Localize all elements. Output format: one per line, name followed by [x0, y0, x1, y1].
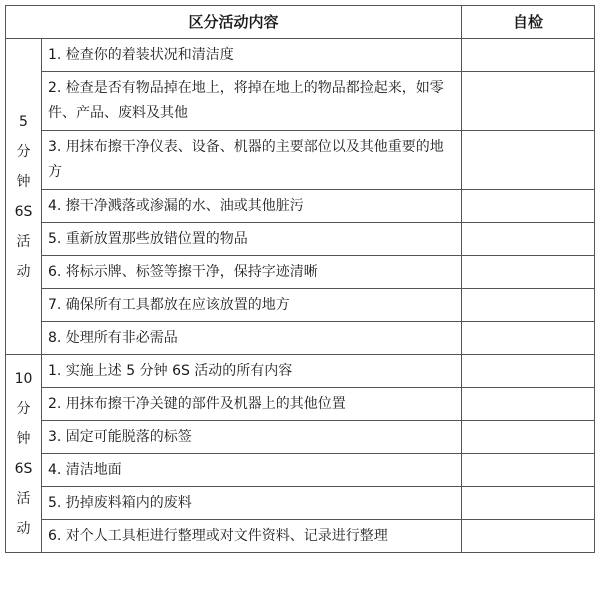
group-label-char: 活: [16, 233, 31, 250]
table-row: [6, 131, 595, 190]
activity-item: 5. 重新放置那些放错位置的物品: [42, 223, 462, 256]
group-label-char: 6S: [14, 203, 33, 220]
header-check: 自检: [462, 6, 595, 39]
table-row: [6, 454, 595, 487]
self-check-cell[interactable]: [462, 289, 595, 322]
table-row: [6, 72, 595, 131]
activity-item: 1. 实施上述 5 分钟 6S 活动的所有内容: [42, 355, 462, 388]
group-label-5min: [6, 39, 42, 355]
activity-item: 8. 处理所有非必需品: [42, 322, 462, 355]
group-label-10min: [6, 355, 42, 553]
activity-item: 4. 擦干净溅落或渗漏的水、油或其他脏污: [42, 190, 462, 223]
activity-item: 6. 将标示牌、标签等擦干净，保持字迹清晰: [42, 256, 462, 289]
self-check-cell[interactable]: [462, 322, 595, 355]
header-row: [6, 6, 595, 39]
activity-item: 3. 固定可能脱落的标签: [42, 421, 462, 454]
table-row: [6, 520, 595, 553]
self-check-cell[interactable]: [462, 39, 595, 72]
group-label-char: 钟: [16, 173, 31, 190]
group-label-char: 6S: [14, 460, 33, 477]
activity-item: 2. 检查是否有物品掉在地上，将掉在地上的物品都捡起来，如零件、产品、废料及其他: [42, 72, 462, 131]
self-check-cell[interactable]: [462, 131, 595, 190]
group-label-char: 分: [16, 400, 31, 417]
activity-item: 5. 扔掉废料箱内的废料: [42, 487, 462, 520]
group-label-char: 分: [16, 143, 31, 160]
table-row: [6, 355, 595, 388]
group-label-char: 动: [16, 263, 31, 280]
activity-item: 1. 检查你的着装状况和清洁度: [42, 39, 462, 72]
table-row: [6, 421, 595, 454]
table-row: [6, 322, 595, 355]
self-check-cell[interactable]: [462, 454, 595, 487]
header-content: 区分活动内容: [6, 6, 462, 39]
activity-item: 6. 对个人工具柜进行整理或对文件资料、记录进行整理: [42, 520, 462, 553]
activity-item: 2. 用抹布擦干净关键的部件及机器上的其他位置: [42, 388, 462, 421]
group-label-char: 动: [16, 520, 31, 537]
self-check-cell[interactable]: [462, 487, 595, 520]
self-check-cell[interactable]: [462, 223, 595, 256]
self-check-cell[interactable]: [462, 190, 595, 223]
table-row: [6, 388, 595, 421]
group-label-char: 钟: [16, 430, 31, 447]
table-row: [6, 487, 595, 520]
activity-item: 3. 用抹布擦干净仪表、设备、机器的主要部位以及其他重要的地方: [42, 131, 462, 190]
self-check-cell[interactable]: [462, 72, 595, 131]
self-check-cell[interactable]: [462, 388, 595, 421]
table-row: [6, 39, 595, 72]
group-label-char: 活: [16, 490, 31, 507]
table-row: [6, 256, 595, 289]
self-check-cell[interactable]: [462, 520, 595, 553]
group-label-char: 5: [19, 113, 28, 130]
self-check-cell[interactable]: [462, 421, 595, 454]
activity-item: 4. 清洁地面: [42, 454, 462, 487]
group-label-char: 10: [14, 370, 33, 387]
self-check-cell[interactable]: [462, 256, 595, 289]
table-row: [6, 289, 595, 322]
table-row: [6, 223, 595, 256]
activity-item: 7. 确保所有工具都放在应该放置的地方: [42, 289, 462, 322]
table-row: [6, 190, 595, 223]
checklist-table: [5, 5, 595, 553]
self-check-cell[interactable]: [462, 355, 595, 388]
